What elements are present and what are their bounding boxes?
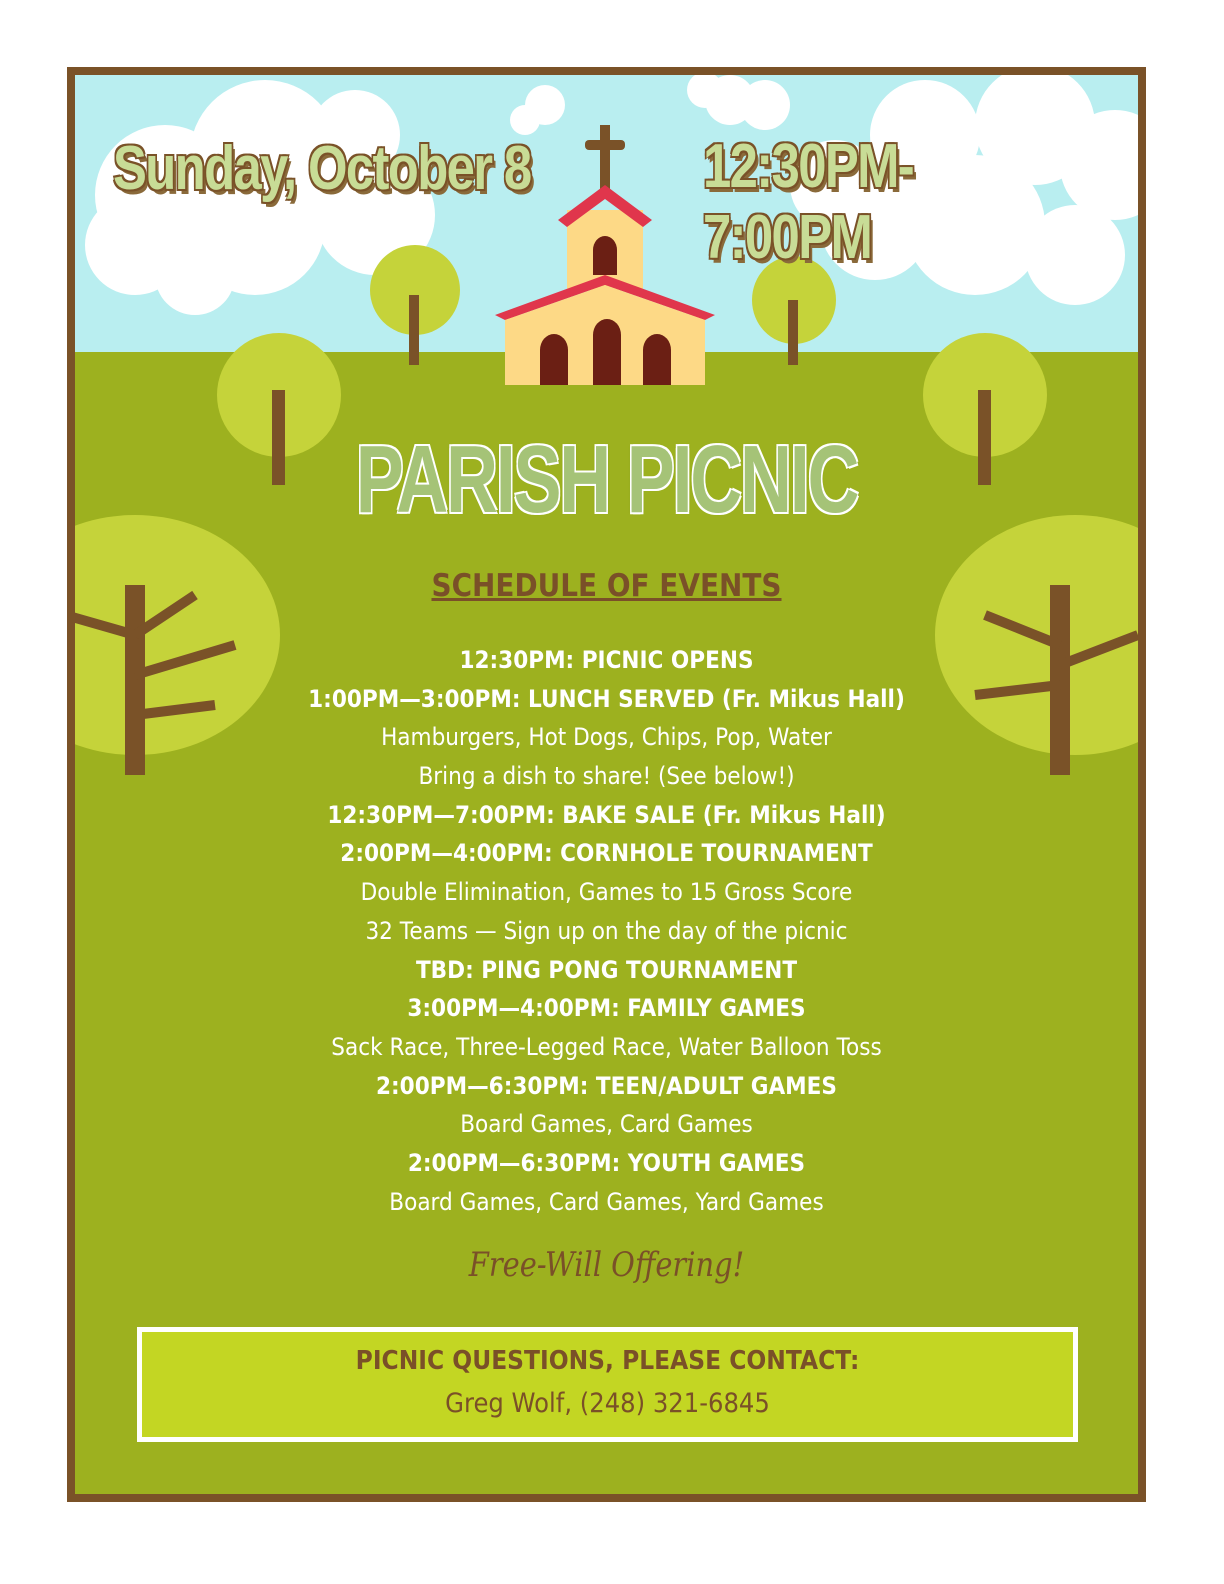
contact-box [137,1327,1078,1442]
schedule-event: 12:30PM—7:00PM: BAKE SALE (Fr. Mikus Hall) [327,800,886,829]
schedule-heading: SCHEDULE OF EVENTS [431,568,782,604]
flyer-title: PARISH PICNIC [355,426,858,533]
cloud-small [510,75,790,135]
schedule-detail: Bring a dish to share! (See below!) [418,762,795,791]
schedule-detail: Hamburgers, Hot Dogs, Chips, Pop, Water [381,723,832,752]
event-time: 12:30PM-7:00PM [703,132,914,272]
flyer [67,67,1146,1502]
event-date: Sunday, October 8 [113,134,531,203]
schedule-list [75,641,1138,1221]
contact-heading: PICNIC QUESTIONS, PLEASE CONTACT: [355,1346,860,1376]
schedule-detail: Board Games, Card Games [460,1110,753,1139]
contact-name-phone: Greg Wolf, (248) 321-6845 [445,1388,770,1419]
schedule-event: 2:00PM—6:30PM: TEEN/ADULT GAMES [376,1071,837,1100]
schedule-detail: Board Games, Card Games, Yard Games [389,1187,824,1216]
schedule-event: 2:00PM—6:30PM: YOUTH GAMES [407,1148,806,1177]
schedule-event: 2:00PM—4:00PM: CORNHOLE TOURNAMENT [340,839,873,868]
schedule-detail: Double Elimination, Games to 15 Gross Score [360,878,853,907]
schedule-event: 3:00PM—4:00PM: FAMILY GAMES [407,994,806,1023]
schedule-event: 1:00PM—3:00PM: LUNCH SERVED (Fr. Mikus Hall) [308,684,905,713]
schedule-detail: Sack Race, Three-Legged Race, Water Balloon Toss [331,1032,882,1061]
schedule-event: 12:30PM: PICNIC OPENS [459,646,754,674]
offering-note: Free-Will Offering! [468,1245,745,1285]
schedule-event: TBD: PING PONG TOURNAMENT [415,955,798,984]
schedule-detail: 32 Teams — Sign up on the day of the picnic [365,916,848,945]
